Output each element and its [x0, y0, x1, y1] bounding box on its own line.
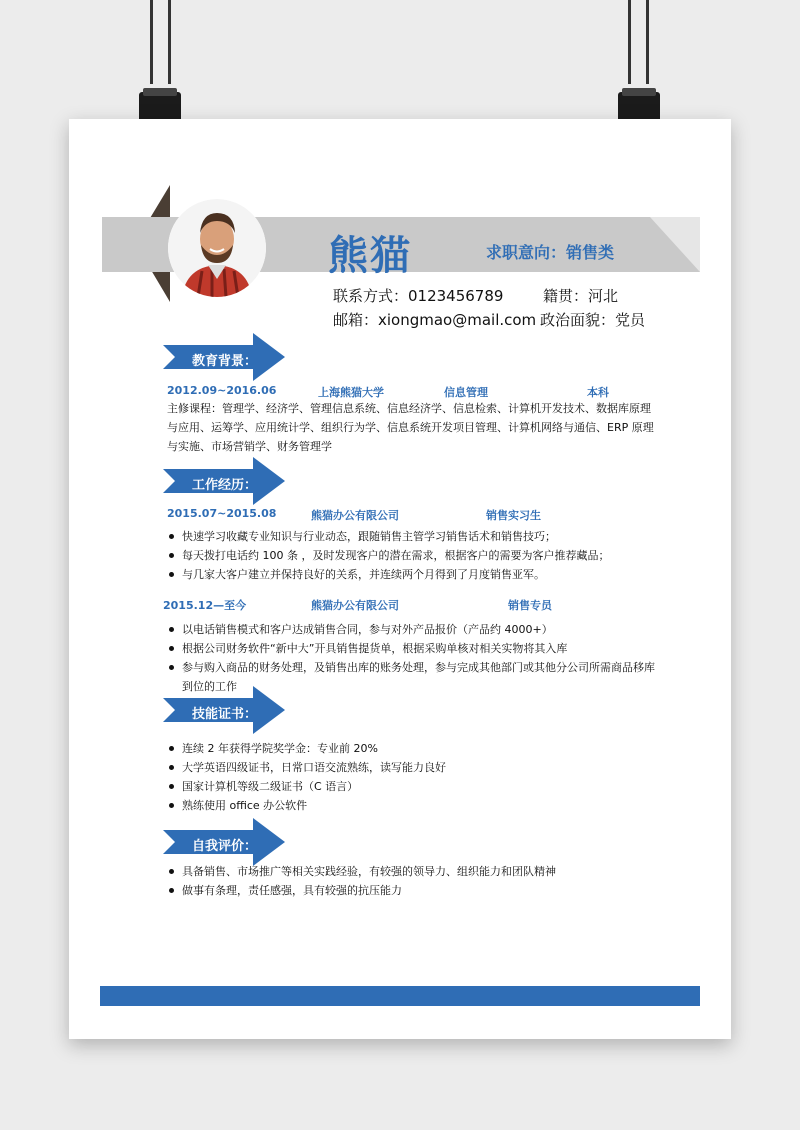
section-title-work: 工作经历： [192, 478, 258, 493]
avatar [168, 199, 266, 297]
section-title-self: 自我评价： [192, 839, 258, 854]
list-item: 参与购入商品的财务处理，及销售出库的账务处理，参与完成其他部门或其他分公司所需商品移库到位的工作 [167, 658, 662, 696]
candidate-name: 熊猫 [328, 233, 412, 279]
job1-company: 熊猫办公有限公司 [311, 509, 399, 522]
job1-period: 2015.07~2015.08 [167, 507, 277, 520]
section-title-education: 教育背景： [192, 354, 258, 369]
education-degree: 本科 [587, 386, 609, 399]
education-school: 上海熊猫大学 [318, 386, 384, 399]
list-item: 根据公司财务软件“新中大”开具销售提货单，根据采购单核对相关实物将其入库 [167, 639, 662, 658]
list-item: 以电话销售模式和客户达成销售合同，参与对外产品报价（产品约 4000+） [167, 620, 662, 639]
list-item: 大学英语四级证书，日常口语交流熟练，读写能力良好 [167, 758, 446, 777]
list-item: 做事有条理，责任感强，具有较强的抗压能力 [167, 881, 556, 900]
job1-role: 销售实习生 [486, 509, 541, 522]
job1-duties [167, 527, 609, 584]
contact-phone: 联系方式：0123456789 [333, 287, 504, 305]
job2-role: 销售专员 [508, 599, 552, 612]
footer-bar [100, 986, 700, 1006]
header-band-tip [650, 217, 700, 272]
native-place: 籍贯：河北 [543, 287, 619, 305]
list-item: 国家计算机等级二级证书（C 语言） [167, 777, 446, 796]
job2-period: 2015.12—至今 [163, 599, 247, 612]
education-period: 2012.09~2016.06 [167, 384, 277, 397]
self-list [167, 862, 556, 900]
list-item: 与几家大客户建立并保持良好的关系，并连续两个月得到了月度销售亚军。 [167, 565, 609, 584]
contact-email: 邮箱：xiongmao@mail.com [333, 311, 537, 329]
education-courses: 主修课程：管理学、经济学、管理信息系统、信息经济学、信息检索、计算机开发技术、数据库原理与应用、运筹学、应用统计学、组织行为学、信息系统开发项目管理、计算机网络与通信、ERP 原理与实施、市场营销学、财务管理学 [167, 402, 654, 453]
political-status: 政治面貌：党员 [540, 311, 646, 329]
list-item: 快速学习收藏专业知识与行业动态，跟随销售主管学习销售话术和销售技巧； [167, 527, 609, 546]
job2-duties [167, 620, 662, 696]
list-item: 连续 2 年获得学院奖学金：专业前 20% [167, 739, 446, 758]
education-major: 信息管理 [444, 386, 488, 399]
list-item: 每天拨打电话约 100 条 ，及时发现客户的潜在需求，根据客户的需要为客户推荐藏品； [167, 546, 609, 565]
section-title-skills: 技能证书： [192, 707, 258, 722]
job2-company: 熊猫办公有限公司 [311, 599, 399, 612]
list-item: 熟练使用 office 办公软件 [167, 796, 446, 815]
job-intent: 求职意向：销售类 [486, 243, 615, 262]
list-item: 具备销售、市场推广等相关实践经验，有较强的领导力、组织能力和团队精神 [167, 862, 556, 881]
skills-list [167, 739, 446, 815]
